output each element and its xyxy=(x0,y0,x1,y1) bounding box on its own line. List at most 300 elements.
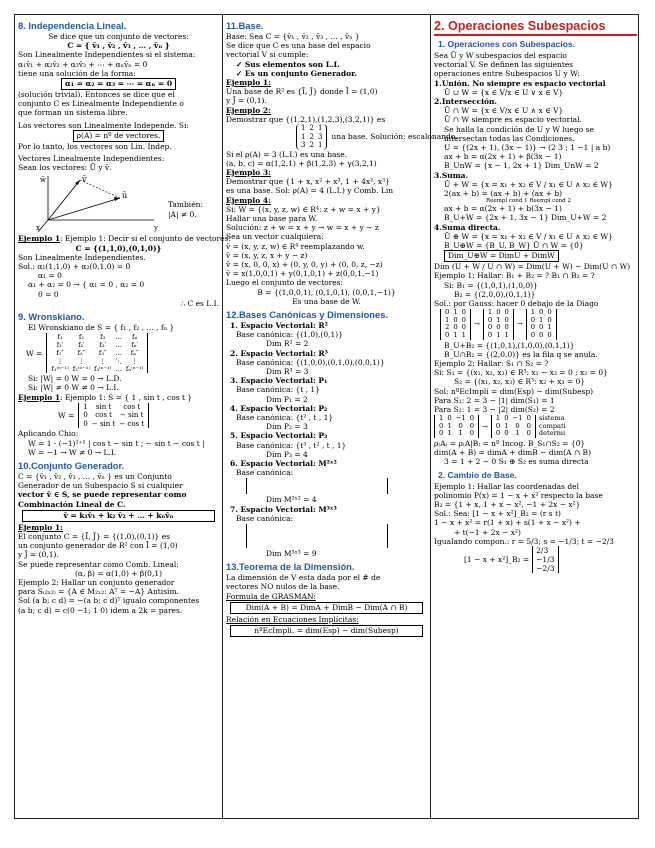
matrix-cell: f₁ xyxy=(57,333,63,342)
set-definition: C = {(1,1,0),(0,1,0)} xyxy=(75,243,162,253)
matrix-cell: 0 xyxy=(526,429,531,438)
matrix-cell: 0 xyxy=(458,421,463,430)
matrix-cell: 0 xyxy=(515,421,520,430)
matrix-cell: 0 xyxy=(445,308,450,317)
rank-condition-box: ρ(A) = nº de vectores. xyxy=(73,130,165,142)
gauss-matrix-2 xyxy=(486,309,511,339)
matrix-row xyxy=(81,403,146,412)
section-9-title: 9. Wronskiano. xyxy=(18,311,85,323)
matrix-cell: 0 xyxy=(83,419,88,428)
system-matrix-1 xyxy=(437,415,476,438)
vector-diagram xyxy=(18,172,219,234)
matrix-cell: 0 xyxy=(496,323,501,332)
canonical-dim: Dim P₂ = 3 xyxy=(266,422,308,432)
system-matrix-2 xyxy=(494,415,533,438)
matrix-cell: ⋮ xyxy=(99,357,106,366)
text-line: Sol.: α₁(1,1,0) + α₂(0,1,0) = 0̄ xyxy=(18,262,131,272)
matrix-cell: 0 xyxy=(496,308,501,317)
text-line: Para S₁: 2 = 3 − |1| dim(S₁) = 1 xyxy=(434,395,555,405)
text-line: Si: |W| ≠ 0 W ≠ 0 → L.I. xyxy=(28,383,119,393)
matrix-cell: f₂′ xyxy=(78,341,85,350)
text-line: Hallar una base para W. xyxy=(226,213,318,223)
matrix-cell: 2 xyxy=(309,141,314,150)
text-line: polinomio P(x) = 1 − x + x² respecto la base xyxy=(434,490,603,500)
text-line: Formula de GRASMAN: xyxy=(226,591,316,601)
matrix-cell: 1 xyxy=(515,429,520,438)
matrix-cell: 0 xyxy=(526,414,531,423)
matrix-cell: 0 xyxy=(487,331,493,340)
text-line: v̄ = (x, y, z, w) ∈ R⁴ reemplazando w. xyxy=(226,241,365,251)
text-line: vector v̄ ∈ S, se puede representar como xyxy=(18,490,187,500)
matrix-cell: 0 xyxy=(453,315,458,324)
vector-u-label: ū xyxy=(122,191,128,201)
canonical-base: Base canónica: {t , 1} xyxy=(236,385,320,395)
matrix-cell: 0 xyxy=(487,315,493,324)
text-line: Sol: nºEcImpli = dim(Esp) − dim(Subesp) xyxy=(434,386,594,396)
matrix-cell: 0 xyxy=(530,315,536,324)
matrix-row xyxy=(49,341,145,349)
matrix-row xyxy=(49,333,145,341)
coord-r: 2/3 xyxy=(536,546,549,556)
matrix-cell: 1 xyxy=(487,308,493,317)
text-line: es una base. Sol: ρ(A) = 4 (L.I.) y Comb. Lin xyxy=(226,186,394,196)
matrix-cell: 1 xyxy=(461,331,466,340)
matrix-row xyxy=(299,124,324,133)
matrix-cell: 1 xyxy=(495,414,501,423)
text-line: Demostrar que {(1,2,1),(1,2,3),(3,2,1)} es xyxy=(226,114,386,124)
chapter-2-title: 2. Operaciones Subespacios xyxy=(434,19,637,36)
text-line: que forman un sistema libre. xyxy=(18,108,128,118)
axis-x-label: x xyxy=(36,224,40,233)
text-line: B₂ = {(2,0,0),(0,1,1)} xyxy=(454,289,536,299)
text-line: Se puede representar como Comb. Lineal: xyxy=(18,559,179,569)
matrix-cell: 0 xyxy=(439,421,444,430)
vectors-svg xyxy=(36,172,166,234)
canonical-item xyxy=(226,376,427,404)
text-line: B = {(1,0,0,1), (0,1,0,1), (0,0,1,−1)} xyxy=(257,287,396,297)
matrix-cell: 0 xyxy=(530,323,536,332)
text-line: 3 = 1 + 2 − 0 S₁ ⊕ S₂ es suma directa xyxy=(444,457,589,467)
text-line: v̄ = (x, y, z, x + y − z) xyxy=(226,250,308,260)
gauss-steps: 0 1 0 1 0 0 2 0 0 0 1 1 → 1 0 0 0 1 0 0 0 0 0 1 1 → 1 0 0 0 1 0 0 0 1 0 0 0 xyxy=(440,309,637,339)
text-line: 1 − x + x² = r(1 + x) + s(1 + x − x²) + xyxy=(434,518,581,528)
text-line: 0 = 0 xyxy=(38,289,59,299)
base-matrix-row xyxy=(226,124,458,150)
matrix-cell: 1 xyxy=(539,315,544,324)
text-line: B_U⊕W = {B_U, B_W} Ū ∩ W = {0̄} xyxy=(444,241,584,251)
canonical-item xyxy=(226,505,427,559)
text-line: Por lo tanto, los vectores son Lin. Indep. xyxy=(18,141,172,151)
matrix-cell: 0 xyxy=(539,323,544,332)
matrix-cell: 0 xyxy=(495,421,501,430)
matrix-cell: 1 xyxy=(447,429,452,438)
text-line: Son Linealmente Independientes si el sistema: xyxy=(18,50,196,60)
matrix-cell: 1 xyxy=(504,421,509,430)
matrix-cell: … xyxy=(115,341,122,350)
text-line: El Wronskiano de S = { f₁ , f₂ , … , fₙ } xyxy=(28,323,175,333)
matrix-cell: 0 xyxy=(461,315,466,324)
text-line: Ejemplo 1: Hallar: B₁ + B₂ = ? B₁ ∩ B₂ = ? xyxy=(434,271,595,281)
text-line: Solución: z + w = x + y → w = x + y − z xyxy=(226,223,379,233)
axis-y-label: y xyxy=(154,224,158,233)
canonical-base: Base canónica: {t³ , t² , t , 1} xyxy=(236,440,347,450)
matrix-cell: f₃″ xyxy=(98,349,107,358)
text-line: vectorial V si cumple: xyxy=(226,50,309,60)
set-definition: C = { v̄₁ , v̄₂ , v̄₃ , … , v̄ₙ } xyxy=(67,41,170,51)
canonical-base: Base canónica: xyxy=(236,513,294,523)
canonical-base: Base canónica: {(1,0),(0,1)} xyxy=(236,330,343,340)
matrix-cell: 2 xyxy=(445,323,450,332)
example-label: Ejemplo 2: xyxy=(226,105,271,115)
matrix-cell: 0 xyxy=(495,429,501,438)
text-line: S₂ = {(x₁, x₂, x₃) ∈ R³: x₂ + x₃ = 0} xyxy=(454,377,586,387)
matrix-cell: 1 xyxy=(83,402,88,411)
example-label: Ejemplo 3: xyxy=(226,167,271,177)
matrix-cell: 0 xyxy=(83,411,88,420)
matrix-cell: ⋮ xyxy=(78,357,85,366)
text-line: Aplicando Chio: xyxy=(18,429,79,439)
text-line: para S₍₂ₓ₂₎ = {A ∈ M₂ₓ₂: Aᵀ = −A} Antisim. xyxy=(18,587,179,597)
section-8-title: 8. Independencia Lineal. xyxy=(18,20,127,31)
text-line: vectorial V. Se definen las siguientes xyxy=(434,60,574,70)
section-10-title: 10.Conjunto Generador. xyxy=(18,459,125,471)
matrix-cell: fₙ″ xyxy=(130,349,139,358)
matrix-cell: 0 xyxy=(504,323,509,332)
section-11-title: 11.Base. xyxy=(226,20,264,31)
matrix-row xyxy=(81,420,146,429)
matrix-cell: f₃⁽ⁿ⁻¹⁾ xyxy=(94,365,112,374)
matrix-cell: … xyxy=(115,365,122,374)
canonical-space: 7. Espacio Vectorial: M³ˣ³ xyxy=(230,504,337,514)
text-line: Base: Sea C = {v̄₁ , v̄₂ , v̄₃ , … , v̄ₙ } xyxy=(226,32,360,41)
text-line: Dim (U + W / U ∩ W) = Dim(U + W) − Dim(U ∩ W) xyxy=(434,262,631,272)
matrix-row xyxy=(529,332,554,340)
matrix-cell: 0 xyxy=(461,323,466,332)
canonical-matrices xyxy=(246,478,388,494)
matrix-cell: 1 xyxy=(301,132,306,141)
matrix-cell: −1 xyxy=(455,414,466,423)
matrix-row xyxy=(49,365,145,373)
text-line: (solución trivial). Entonces se dice que el xyxy=(18,90,175,100)
text-line: Relación en Ecuaciones Implícitas: xyxy=(226,614,359,624)
matrix-cell: 3 xyxy=(317,132,323,141)
canonical-dim: Dim R² = 2 xyxy=(266,339,309,349)
matrix-cell: 1 xyxy=(317,141,323,150)
text-line: y J̄ = (0,1). xyxy=(226,96,267,106)
subsection-label: 4.Suma directa. xyxy=(434,222,501,232)
matrix-cell: 2 xyxy=(309,132,314,141)
matrix-row xyxy=(437,430,476,438)
example-label: Ejemplo 4: xyxy=(226,195,271,205)
system-steps: 1 0 −1 0 0 1 0 0 0 1 1 0 → 1 0 −1 0 0 1 0 0 0 0 1 0 sistema compati determi xyxy=(434,415,637,438)
canonical-space: 1. Espacio Vectorial: R² xyxy=(230,320,328,330)
coordinates-result xyxy=(464,546,637,573)
matrix-cell: 0 xyxy=(539,308,544,317)
matrix-cell: f₂″ xyxy=(77,349,86,358)
text-line: Sean los vectores: Ū y v̄. xyxy=(18,163,112,173)
text-line: Se halla la condición de U y W luego se xyxy=(444,124,594,134)
matrix-cell: −1 xyxy=(512,414,523,423)
matrix-cell: 0 xyxy=(469,414,475,423)
matrix-row xyxy=(486,332,511,340)
text-line: Si el ρ(A) = 3 (L.I.) es una base. xyxy=(226,149,348,159)
w-label: W = xyxy=(58,411,75,421)
coord-t: −2/3 xyxy=(536,564,555,574)
text-line: B_U+B₂ = {(1,0,1),(1,0,0),(0,1,1)} xyxy=(444,340,575,350)
section-2-title: 2. Cambio de Base. xyxy=(438,469,517,480)
system-note: sistema compati determi xyxy=(538,414,566,438)
vector-w-label: w̄ xyxy=(40,176,46,185)
matrix-cell: 1 xyxy=(530,308,536,317)
section-1-title: 1. Operaciones con Subespacios. xyxy=(438,39,576,49)
matrix-cell: ⋮ xyxy=(56,357,64,366)
text-line: También: xyxy=(168,200,203,210)
text-line: B_UnW = {x − 1, 2x + 1} Dim_UnW = 2 xyxy=(444,161,599,171)
example-text: Ejemplo 1: Decir si el conjunto de vectores: xyxy=(65,234,231,244)
vector-v-label: v̄ xyxy=(82,175,87,185)
base-table xyxy=(299,124,324,150)
text-line: La dimensión de V esta dada por el # de xyxy=(226,573,381,583)
text-line: Luego el conjunto de vectores: xyxy=(226,278,344,288)
text-line: (a b; c d) = c(0 −1; 1 0) idem a 2k = pares. xyxy=(18,605,183,615)
matrix-cell: cos t xyxy=(95,411,112,420)
text-line: Generador de un Subespacio S si cualquier xyxy=(18,481,183,491)
matrix-cell: 0 xyxy=(539,331,544,340)
text-line: Vectores Linealmente Independientes: xyxy=(18,154,165,164)
matrix-cell: fₙ⁽ⁿ⁻¹⁾ xyxy=(125,365,144,374)
matrix-cell: f₁′ xyxy=(56,341,64,350)
conclusion: ∴ C es L.I. xyxy=(180,298,219,308)
matrix-cell: 1 xyxy=(504,331,509,340)
text-line: v̄ = x(1,0,0,1) + y(0,1,0,1) + z(0,0,1,−1) xyxy=(226,269,379,279)
matrix-cell: 1 xyxy=(439,414,444,423)
text-line: vectores NO nulos de la base. xyxy=(226,582,340,592)
linear-combination: α₁v̄₁ + α₂v̄₂ + α₃v̄₃ + ⋯ + αₙv̄ₙ = 0̄ xyxy=(18,59,148,69)
text-line: α₁ = 0 xyxy=(38,271,62,281)
matrix-cell: 0 xyxy=(453,323,458,332)
matrix-cell: 1 xyxy=(496,315,501,324)
text-line: y J̄ = (0,1). xyxy=(18,550,59,560)
canonical-space: 3. Espacio Vectorial: P₁ xyxy=(230,376,328,386)
matrix-cell: fₙ xyxy=(132,333,138,342)
matrix-cell: 0 xyxy=(469,421,475,430)
text-line: operaciones entre Subespacios U y W: xyxy=(434,69,580,79)
matrix-cell: f₃ xyxy=(100,333,106,342)
text-line: Se dice que un conjunto de vectores: xyxy=(48,32,189,41)
canonical-base: Base canónica: {(1,0,0),(0,1,0),(0,0,1)} xyxy=(236,357,385,367)
text-line: Ejemplo 2: Hallar un conjunto generador xyxy=(18,578,175,588)
text-line: Son Linealmente Independientes. xyxy=(18,252,146,262)
text-line: Si: S₁ = {(x₁, x₂, x₃) ∈ R³: x₁ − x₃ = 0 ; x₂ = 0} xyxy=(434,368,608,378)
grassman-formula-box: Dim(A + B) = DimA + DimB − Dim(A ∩ B) xyxy=(230,602,423,614)
matrix-cell: − cos t xyxy=(119,419,145,428)
matrix-row xyxy=(81,411,146,420)
matrix-cell: 1 xyxy=(447,421,452,430)
matrix-cell: 1 xyxy=(317,124,323,133)
coord-s: −1/3 xyxy=(536,555,555,565)
matrix-cell: 0 xyxy=(469,429,475,438)
section-13-title: 13.Teorema de la Dimensión. xyxy=(226,561,355,573)
text-line: Ejemplo 2: Hallar: S₁ ∩ S₂ = ? xyxy=(434,359,549,369)
text-line: Para S₂: 1 = 3 − |2| dim(S₂) = 2 xyxy=(434,405,555,415)
text-line: Combinación Lineal de C. xyxy=(18,499,126,509)
subsection-label: 3.Suma. xyxy=(434,170,469,180)
text-line: v̄ = (x, 0, 0, x) + (0, y, 0, y) + (0, 0, z, −z) xyxy=(226,259,383,269)
matrix-cell: 0 xyxy=(447,414,452,423)
text-line: ρ₍A₎ = ρ₍A|B₎ = nº Incog. B_S₁∩S₂ = {0̄} xyxy=(434,439,586,449)
text-line: Sea Ū y W subespacios del espacio xyxy=(434,51,567,60)
text-line: ax + b = α(2x + 1) + b(3x − 1) xyxy=(444,204,562,214)
example-text: Ejemplo 1: S = { 1 , sin t , cos t } xyxy=(65,392,193,402)
matrix-cell: 0 xyxy=(504,315,509,324)
matrix-row xyxy=(49,349,145,357)
matrix-cell: 1 xyxy=(458,429,463,438)
text-line: W = 1 · (−1)¹⁺¹ | cos t − sin t ; − sin t − cos t | xyxy=(28,438,205,448)
canonical-bases-list xyxy=(226,321,427,558)
matrix-cell: f₃′ xyxy=(99,341,106,350)
canonical-base: Base canónica: xyxy=(236,468,294,478)
matrix-cell: 0 xyxy=(504,308,509,317)
linear-combination-box: v̄ = k₁v̄₁ + k₂ v̄₂ + … + kₙv̄ₙ xyxy=(22,510,215,522)
canonical-dim: Dim P₃ = 4 xyxy=(266,449,308,459)
canonical-item xyxy=(226,349,427,377)
canonical-space: 6. Espacio Vectorial: M²ˣ² xyxy=(230,459,337,469)
wronskian-matrix xyxy=(26,333,219,373)
text-line: Ū ⊕ W = {x = x₁ + x₂ ∈ V / x₁ ∈ U ∧ x₂ ∈ W} xyxy=(444,231,613,241)
text-line: Si: W = {(x, y, z, w) ∈ R⁴: z + w = x + y} xyxy=(226,204,381,214)
text-line: tiene una solución de la forma: xyxy=(18,68,136,78)
text-line: Igualando compon.: r = 5/3; s = −1/3; t = −2/3 xyxy=(434,536,614,546)
canonical-space: 2. Espacio Vectorial: R³ xyxy=(230,348,328,358)
text-line: un conjunto generador de R² con Ī = (1,0) xyxy=(18,541,178,551)
text-line: Ejemplo 1: Hallar las coordenadas del xyxy=(434,481,579,491)
matrix-cell: fₙ′ xyxy=(131,341,139,350)
text-line: α₁ + α₂ = 0 → { α₁ = 0 , α₂ = 0 xyxy=(28,280,145,290)
text-line: Los vectores son Linealmente Independe. Si: xyxy=(18,120,189,130)
text-line: (α, β) = α(1,0) + β(0,1) xyxy=(74,568,163,578)
gauss-matrix-3 xyxy=(529,309,554,339)
matrix-row xyxy=(299,133,324,142)
wronskian-table xyxy=(49,333,145,373)
matrix-cell: 0 xyxy=(487,323,493,332)
text-line: Una base de R² es {Ī, J̄} donde Ī = (1,0) xyxy=(226,87,378,97)
text-line: ax + b = α(2x + 1) + β(3x − 1) xyxy=(444,152,562,162)
implicit-equations-box: nºEcImpli. = dim(Esp) − dim(Subesp) xyxy=(230,625,423,637)
canonical-dim: Dim P₁ = 2 xyxy=(266,394,308,404)
matrix-cell: ⋱ xyxy=(115,357,122,366)
matrix-cell: 3 xyxy=(301,141,306,150)
matrix-cell: − sin t xyxy=(91,419,116,428)
text-line: una base. Solución: escalonando. xyxy=(331,132,458,142)
matrix-cell: 0 xyxy=(504,414,509,423)
formula-sheet xyxy=(14,14,639,819)
check-item: ✓ Sus elementos son L.I. xyxy=(236,59,340,69)
text-line: + t(−1 + 2x − x²) xyxy=(454,527,521,537)
small-note: Reempl cond 1 Reempl cond 2 xyxy=(486,198,571,205)
matrix-cell: 0 xyxy=(439,429,444,438)
check-item: ✓ Es un conjunto Generador. xyxy=(236,68,358,78)
matrix-cell: 1 xyxy=(453,331,458,340)
matrix-cell: 1 xyxy=(453,308,458,317)
matrix-cell: 0 xyxy=(547,315,552,324)
matrix-cell: ⋮ xyxy=(131,357,138,366)
canonical-dim: Dim M²ˣ² = 4 xyxy=(266,495,317,505)
matrix-cell: f₂⁽ⁿ⁻¹⁾ xyxy=(72,365,91,374)
example-matrix xyxy=(58,403,219,429)
matrix-cell: 0 xyxy=(504,429,509,438)
matrix-cell: 0 xyxy=(445,331,450,340)
canonical-dim: Dim R³ = 3 xyxy=(266,367,309,376)
section-12-title: 12.Bases Canónicas y Dimensiones. xyxy=(226,308,389,320)
matrix-cell: 1 xyxy=(445,315,450,324)
example-label: Ejemplo 1: xyxy=(18,522,63,532)
canonical-item xyxy=(226,404,427,432)
text-line: Si: |W| = 0 W = 0 → L.D. xyxy=(28,374,122,384)
canonical-item xyxy=(226,459,427,505)
matrix-cell: f₁″ xyxy=(56,349,64,358)
matrix-cell: 1 xyxy=(547,323,552,332)
text-line: Ū + W = {x = x₁ + x₂ ∈ V / x₁ ∈ U ∧ x₂ ∈ W} xyxy=(444,179,613,189)
text-line: dim(A + B) = dimA + dimB − dim(A ∩ B) xyxy=(434,448,591,458)
w-label: W = xyxy=(26,348,43,358)
matrix-row xyxy=(443,332,468,340)
canonical-space: 4. Espacio Vectorial: P₂ xyxy=(230,403,328,413)
text-line: B_U∩B₂ = {(2,0,0)} es la fila q se anula. xyxy=(444,349,598,359)
text-line: W = −1 → W ≠ 0 → L.I. xyxy=(28,447,117,457)
text-line: conjunto C es Linealmente Independiente o xyxy=(18,99,184,109)
text-line: Demostrar que {1 + x, x² + x³, 1 + 4x², x³} xyxy=(226,177,390,187)
matrix-cell: 0 xyxy=(526,421,531,430)
text-line: Sol.: por Gauss: hacer 0 debajo de la Diago xyxy=(434,299,599,309)
matrix-cell: 0 xyxy=(530,331,536,340)
matrix-cell: 2 xyxy=(309,124,314,133)
text-line: Ū ∩ W = {x ∈ V/x ∈ U ∧ x ∈ V} xyxy=(444,106,564,116)
text-line: Sol (a b; c d) = −(a b; c d)ᵀ igualo componentes xyxy=(18,596,200,606)
text-line: Si: B₁ = {(1,0,1),(1,0,0)} xyxy=(444,280,538,290)
coordinates-vector xyxy=(532,546,558,573)
text-line: B_U+W = {2x + 1, 3x − 1} Dim_U+W = 2 xyxy=(444,213,607,223)
matrix-row xyxy=(49,357,145,365)
column-3 xyxy=(431,15,640,818)
trivial-solution-box: α₁ = α₂ = α₃ = ⋯ = αₙ = 0 xyxy=(61,78,176,90)
matrix-cell: 0 xyxy=(547,308,552,317)
matrix-cell: 0 xyxy=(461,308,466,317)
example-table xyxy=(81,403,146,429)
text-line: Ū ∩ W siempre es espacio vectorial. xyxy=(444,115,582,125)
text-line: B₂ = {1 + x, 1 + x − x², −1 + 2x − x²} xyxy=(434,500,581,510)
text-line: 2(ax + b) = (ax + b) + (ax + b) xyxy=(444,189,563,199)
gauss-matrix-1 xyxy=(443,309,468,339)
text-line: Ū ∪ W = {x ∈ V/x ∈ U ∨ x ∈ V} xyxy=(444,87,564,97)
text-line: Se dice que C es una base del espacio xyxy=(226,41,371,51)
matrix-cell: f₁⁽ⁿ⁻¹⁾ xyxy=(51,365,69,374)
text-line: C = {v̄₁ , v̄₂ , v̄₃ , … , v̄ₙ } es un Conjunto xyxy=(18,471,172,481)
matrix-cell: sin t xyxy=(95,402,112,411)
text-line: Es una base de W. xyxy=(292,296,361,306)
subsection-label: 2.Intersección. xyxy=(434,97,498,107)
text-line: [1 − x + x²]_B₂ = xyxy=(464,554,530,564)
matrix-cell: … xyxy=(115,333,122,342)
canonical-item xyxy=(226,321,427,349)
example-label: Ejemplo 1: xyxy=(226,78,271,88)
column-1: 8. Independencia Lineal. Se dice que un conjunto de vectores: C = { v̄₁ , v̄₂ , v̄₃ , … , v̄ₙ } Son Linealmente Independientes si el sistema: α₁v̄₁ + α₂v̄₂ + α₃v̄₃ + ⋯ + αₙv̄ₙ = 0̄ tiene una solución de la forma: α₁ = α₂ = α₃ = ⋯ = αₙ = 0 (solución trivial). Entonces se dice que el conjunto C es Linealmente Independiente o que forman un sistema libre. Los vectores son Linealmente Independe. Si: ρ(A) = nº de vectores. Por lo tanto, los vectores son Lin. Indep. Vectores Linealmente Independientes: Sean los vectores: Ū y v̄. v̄ ū w̄ y x También: |A| ≠ 0. Ejemplo 1: Ejemplo 1: Decir si el conjunto de vectores: C = {(1,1,0),(0,1,0)} Son Linealmente Independientes. Sol.: α₁(1,1,0) + α₂(0,1,0) = 0̄ α₁ = 0 α₁ + α₂ = 0 → { α₁ = 0 , α₂ = 0 0 = 0 ∴ C es L.I. 9. Wronskiano. El Wronskiano de S = { f₁ , f₂ , … , fₙ } W = f₁ f₂ f₃ … fₙ f₁′ f₂′ f₃′ … fₙ′ f₁″ f₂″ f₃″ … fₙ″ ⋮ ⋮ ⋮ ⋱ ⋮ f₁⁽ⁿ⁻¹⁾ f₂⁽ⁿ⁻¹⁾ f₃⁽ⁿ⁻¹⁾ … fₙ⁽ⁿ⁻¹⁾ Si: |W| = 0 W = 0 → L.D. Si: |W| ≠ 0 W ≠ 0 → L.I. Ejemplo 1: Ejemplo 1: S = { 1 , sin t , cos t } W = 1 sin t cos t 0 cos t − sin t 0 − sin t − cos t Aplicando Chio: W = 1 · (−1)¹⁺¹ | cos t − sin t ; − sin t − cos t | W = −1 → W ≠ 0 → L.I. 10.Conjunto Generador. C = {v̄₁ , v̄₂ , v̄₃ , … , v̄ₙ } es un Conjunto Generador de un Subespacio S si cualquier vector v̄ ∈ S, se puede representar como Combinación Lineal de C. v̄ = k₁v̄₁ + k₂ v̄₂ + … + kₙv̄ₙ Ejemplo 1: El conjunto C = {Ī, J̄} = {(1,0),(0,1)} es un conjunto generador de R² con Ī = (1,0) y J̄ = (0,1). Se puede representar como Comb. Lineal: (α, β) = α(1,0) + β(0,1) Ejemplo 2: Hallar un conjunto generador para S₍₂ₓ₂₎ = {A ∈ M₂ₓ₂: Aᵀ = −A} Antisim. Sol (a b; c d) = −(a b; c d)ᵀ igualo componentes (a b; c d) = c(0 −1; 1 0) idem a 2k = pares. xyxy=(15,15,223,818)
canonical-dim: Dim M³ˣ³ = 9 xyxy=(266,549,317,559)
text-line: intersectan todas las Condiciones. xyxy=(444,133,575,143)
canonical-base: Base canónica: {t² , t , 1} xyxy=(236,413,334,423)
text-line: Sol.: Sea: [1 − x + x²]_B₂ = (r s t) xyxy=(434,509,561,519)
matrix-cell: cos t xyxy=(123,402,141,411)
text-line: Sea un vector cualquiera: xyxy=(226,232,324,242)
